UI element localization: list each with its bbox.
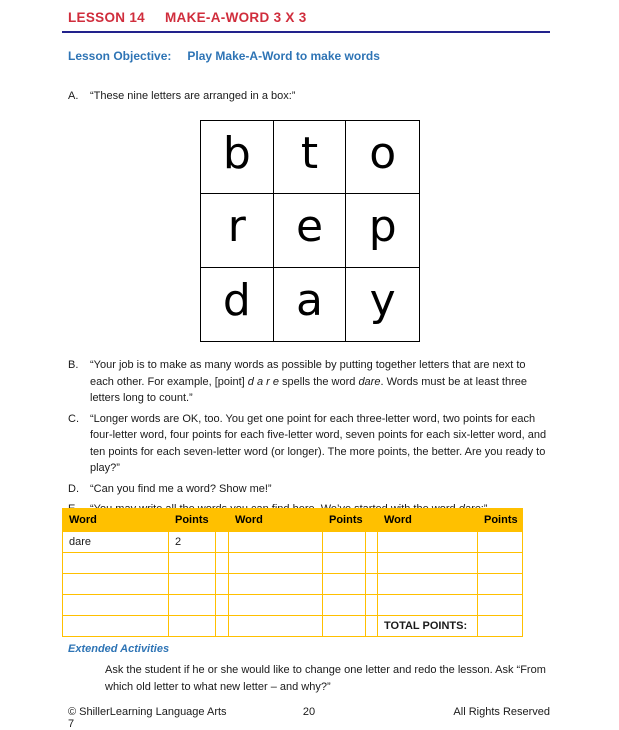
word-table-row	[63, 616, 523, 637]
word-table-spacer-cell	[366, 509, 378, 532]
word-table-cell	[323, 574, 366, 595]
word-table-cell: TOTAL POINTS:	[378, 616, 478, 637]
letter-cell: d	[201, 268, 274, 341]
letter-cell: r	[201, 194, 274, 267]
word-table-spacer-cell	[366, 532, 378, 553]
item-text: “Your job is to make as many words as possible by putting together letters that are next to each other. For example, [point] d a r e spells the word dare. Words must be at least three letters long to count.”	[90, 359, 527, 404]
instruction-list	[68, 357, 550, 522]
letter-cell: a	[274, 268, 347, 341]
word-table-cell	[63, 616, 169, 637]
word-table-spacer-cell	[216, 553, 229, 574]
word-table-row	[63, 595, 523, 616]
word-table-header-cell: Word	[63, 509, 169, 532]
word-table-header-cell: Points	[323, 509, 366, 532]
item-text: “Longer words are OK, too. You get one point for each three-letter word, two points for each four-letter word, four points for each five-letter word, seven points for each six-letter word, and ten points for each seven-letter word (or longer). The more points, the better. Are you ready to play?”	[90, 412, 547, 474]
word-table-body	[63, 532, 523, 637]
letter-cell: o	[346, 121, 419, 194]
word-table-spacer-cell	[216, 574, 229, 595]
word-table-cell: 2	[169, 532, 216, 553]
word-table-head	[63, 509, 523, 532]
word-table-header-cell: Points	[169, 509, 216, 532]
word-table-cell	[169, 553, 216, 574]
word-table-cell	[323, 616, 366, 637]
footer-page-number: 20	[302, 706, 316, 718]
instruction-item-c	[68, 411, 550, 477]
item-label: C.	[68, 412, 79, 425]
letter-cell: t	[274, 121, 347, 194]
word-table-cell	[378, 595, 478, 616]
letter-cell: y	[369, 275, 396, 327]
word-table-cell	[478, 532, 523, 553]
lesson-objective	[68, 49, 380, 63]
extended-activities-heading: Extended Activities	[68, 643, 170, 655]
word-table-spacer-cell	[216, 595, 229, 616]
word-table-spacer-cell	[366, 616, 378, 637]
word-table-cell	[478, 574, 523, 595]
word-table-spacer-cell	[366, 595, 378, 616]
word-table-header-cell: Word	[378, 509, 478, 532]
word-table-cell	[378, 532, 478, 553]
word-table-cell	[323, 595, 366, 616]
word-table-cell	[169, 616, 216, 637]
letter-cell: e	[274, 194, 347, 267]
word-table-header-cell: Word	[229, 509, 323, 532]
word-table-cell	[229, 574, 323, 595]
word-table-row	[63, 574, 523, 595]
instruction-item-a	[68, 88, 550, 105]
word-table-cell	[378, 553, 478, 574]
word-table-cell	[378, 574, 478, 595]
letter-cell: p	[346, 194, 419, 267]
word-table-cell	[63, 553, 169, 574]
word-table-spacer-cell	[216, 509, 229, 532]
word-table-cell	[478, 616, 523, 637]
item-label: B.	[68, 359, 79, 371]
footer-rights: All Rights Reserved	[453, 706, 551, 718]
word-table-header-cell: Points	[478, 509, 523, 532]
letter-cell: b	[201, 121, 274, 194]
footer-copyright: © ShillerLearning Language Arts 7	[68, 706, 227, 730]
instruction-item-b	[68, 357, 550, 407]
word-table-spacer-cell	[216, 616, 229, 637]
header-rule	[62, 31, 550, 33]
word-table-cell	[169, 574, 216, 595]
word-table-cell	[229, 553, 323, 574]
word-table-header-row	[63, 509, 523, 532]
objective-text: Play Make-A-Word to make words	[187, 49, 380, 63]
word-table-spacer-cell	[366, 553, 378, 574]
word-table-spacer-cell	[366, 574, 378, 595]
lesson-name: MAKE-A-WORD 3 X 3	[164, 10, 307, 25]
word-table-cell	[478, 595, 523, 616]
word-table-row	[63, 553, 523, 574]
word-table-cell	[169, 595, 216, 616]
instruction-item-d	[68, 481, 550, 498]
word-table-cell	[229, 616, 323, 637]
word-table-cell	[323, 553, 366, 574]
word-table-cell: dare	[63, 532, 169, 553]
item-text: “Can you find me a word? Show me!”	[90, 482, 272, 495]
item-label: A.	[68, 90, 79, 102]
objective-label: Lesson Objective:	[68, 49, 172, 63]
word-table-cell	[63, 595, 169, 616]
word-table	[62, 508, 523, 637]
page-footer	[68, 706, 550, 730]
item-text: “These nine letters are arranged in a box:”	[90, 90, 296, 102]
word-table-spacer-cell	[216, 532, 229, 553]
word-table-cell	[478, 553, 523, 574]
word-table-cell	[63, 574, 169, 595]
lesson-number: LESSON 14	[68, 10, 145, 25]
word-table-cell	[323, 532, 366, 553]
word-table-row	[63, 532, 523, 553]
page-title	[68, 10, 307, 25]
item-label: D.	[68, 482, 79, 495]
extended-activities-text: Ask the student if he or she would like to change one letter and redo the lesson. Ask “From which old letter to what new letter – and why?”	[105, 664, 546, 693]
letter-grid	[200, 120, 420, 342]
word-table-cell	[229, 595, 323, 616]
word-table-cell	[229, 532, 323, 553]
